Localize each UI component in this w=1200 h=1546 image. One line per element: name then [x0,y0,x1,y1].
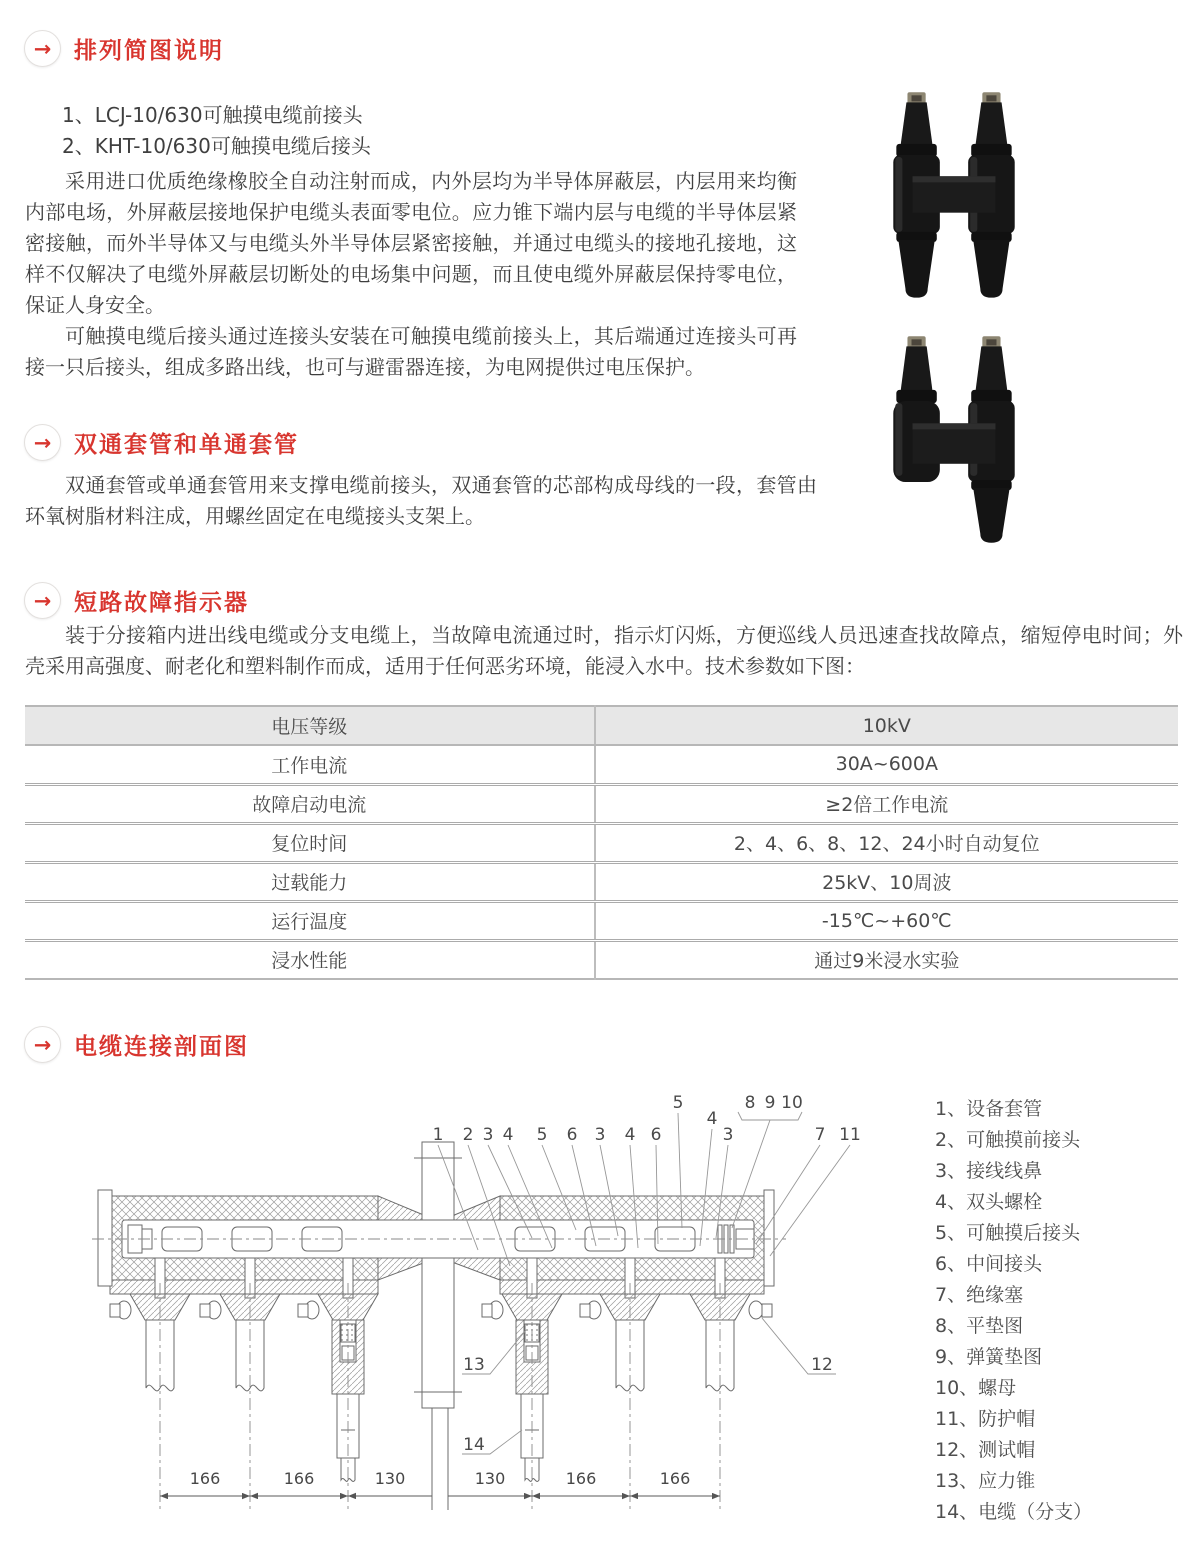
parameters-table-body [25,706,1178,979]
legend-item: 12、测试帽 [935,1439,1036,1461]
section-title: 短路故障指示器 [74,590,249,616]
arrow-icon [24,1026,61,1063]
param-value: 25kV、10周波 [595,862,1178,901]
param-label: 浸水性能 [271,950,348,973]
section-title: 排列简图说明 [74,38,224,64]
legend-item: 2、可触摸前接头 [935,1129,1081,1151]
legend-item: 9、弹簧垫图 [935,1346,1043,1368]
section-header-arrangement [24,30,224,67]
dimension-label: 166 [565,1469,597,1488]
cable-connection-cross-section-diagram [70,1078,930,1546]
arrow-glyph: → [33,1032,52,1057]
callout-number: 8 [744,1093,756,1113]
legend-item: 11、防护帽 [935,1408,1036,1430]
table-row [25,862,1178,901]
param-value: ≥2倍工作电流 [595,784,1178,823]
single-connector-drawing [893,336,1014,542]
paragraph: 采用进口优质绝缘橡胶全自动注射而成，内外层均为半导体屏蔽层，内层用来均衡内部电场，外屏蔽层接地保护电缆头表面零电位。应力锥下端内层与电缆的半导体层紧密接触，而外半导体又与电缆头外半导体层紧密接触，并通过电缆头的接地孔接地，这样不仅解决了电缆外屏蔽层切断处的电场集中问题，而且使电缆外屏蔽层保持零电位，保证人身安全。 [25,169,797,317]
param-label: 过载能力 [25,862,595,901]
legend-item: 10、螺母 [935,1377,1017,1399]
list-item: 1、LCJ-10/630可触摸电缆前接头 [62,103,363,127]
callout-number: 14 [463,1435,485,1455]
legend-item: 4、双头螺栓 [935,1191,1043,1213]
param-label: 电压等级 [25,706,595,745]
param-value: 10kV [595,706,1178,745]
dimension-label: 166 [189,1469,221,1488]
fault-indicator-paragraph [25,620,1183,682]
callout-number: 4 [624,1125,636,1145]
dimension-label: 166 [659,1469,691,1488]
section-header-cross-section [24,1026,249,1063]
callout-leader-line [770,1145,850,1256]
busbar-assembly [92,1142,786,1408]
callout-number: 13 [463,1355,485,1375]
paragraph: 双通套管或单通套管用来支撑电缆前接头，双通套管的芯部构成母线的一段，套管由环氧树脂材料注成，用螺丝固定在电缆接头支架上。 [25,473,817,528]
callout-number: 6 [650,1125,662,1145]
callout-number: 3 [482,1125,494,1145]
list-item: 2、KHT-10/630可触摸电缆后接头 [62,134,371,158]
legend-item: 8、平垫图 [935,1315,1024,1337]
section-header-bushings [24,424,299,461]
param-label: 故障启动电流 [25,784,595,823]
legend-item: 14、电缆（分支） [935,1501,1093,1523]
table-row [25,940,1178,979]
table-row [25,823,1178,862]
dimension-label: 166 [283,1469,315,1488]
param-value: 通过9米浸水实验 [595,940,1178,979]
callout-number: 7 [814,1125,826,1145]
param-value: 30A~600A [595,745,1178,784]
table-row [25,784,1178,823]
legend-item: 7、绝缘塞 [935,1284,1024,1306]
dimension-label: 130 [374,1469,406,1488]
callout-number: 3 [722,1125,734,1145]
arrow-glyph: → [33,588,52,613]
callout-number: 3 [594,1125,606,1145]
param-label: 工作电流 [25,745,595,784]
double-connector-drawing [893,92,1014,297]
arrow-icon [24,424,61,461]
arrangement-paragraphs [25,166,797,383]
table-row [25,901,1178,940]
callout-number: 12 [811,1355,833,1375]
callout-number: 11 [839,1125,861,1145]
legend-item: 13、应力锥 [935,1470,1036,1492]
callout-number: 5 [672,1093,684,1113]
callout-number: 4 [502,1125,514,1145]
arrow-glyph: → [33,36,52,61]
param-value: -15℃~+60℃ [595,901,1178,940]
connector-list [62,100,371,162]
param-label: 复位时间 [25,823,595,862]
legend-item: 3、接线线鼻 [935,1160,1043,1182]
callout-number: 10 [781,1093,803,1113]
section-header-fault-indicator [24,582,249,619]
callout-number: 6 [566,1125,578,1145]
legend-item: 6、中间接头 [935,1253,1043,1275]
product-photo-double-connector [868,88,1040,306]
paragraph: 装于分接箱内进出线电缆或分支电缆上，当故障电流通过时，指示灯闪烁，方便巡线人员迅速查找故障点，缩短停电时间；外壳采用高强度、耐老化和塑料制作而成，适用于任何恶劣环境，能浸入水中。技术参数如下图： [25,623,1183,678]
parameters-table [25,705,1178,980]
paragraph: 可触摸电缆后接头通过连接头安装在可触摸电缆前接头上，其后端通过连接头可再接一只后接头，组成多路出线，也可与避雷器连接，为电网提供过电压保护。 [25,324,797,379]
arrow-icon [24,30,61,67]
param-value: 2、4、6、8、12、24小时自动复位 [595,823,1178,862]
callout-number: 9 [764,1093,776,1113]
diagram-legend [935,1094,1092,1528]
bushings-paragraph [25,470,817,532]
section-title: 双通套管和单通套管 [74,432,299,458]
product-photo-single-connector [868,330,1040,548]
callout-number: 4 [706,1109,718,1129]
legend-item: 5、可触摸后接头 [935,1222,1081,1244]
legend-item: 1、设备套管 [935,1098,1043,1120]
dimension-label: 130 [474,1469,506,1488]
callout-number: 5 [536,1125,548,1145]
table-row [25,706,1178,745]
callout-number: 1 [432,1125,444,1145]
arrow-icon [24,582,61,619]
table-row [25,745,1178,784]
callout-number: 2 [462,1125,474,1145]
param-label: 运行温度 [25,901,595,940]
section-title: 电缆连接剖面图 [74,1034,249,1060]
arrow-glyph: → [33,430,52,455]
